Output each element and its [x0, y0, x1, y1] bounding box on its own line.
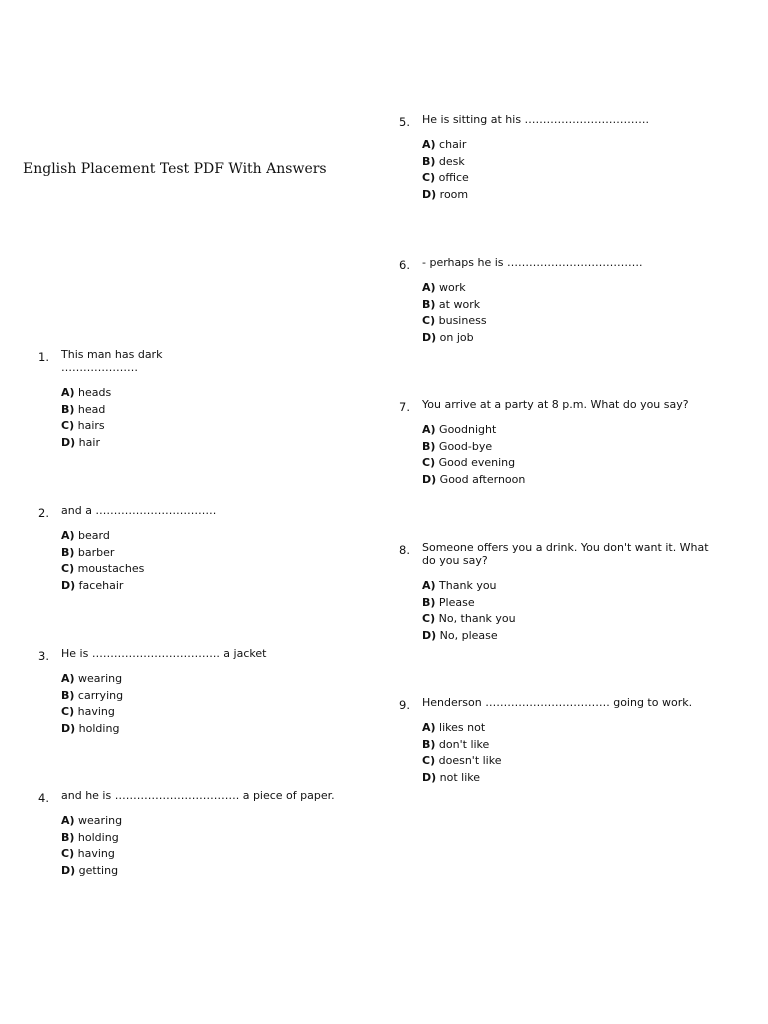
option-text: Good evening — [438, 456, 516, 469]
option-c — [61, 561, 216, 578]
option-letter: D) — [422, 472, 437, 486]
option-text: barber — [77, 545, 115, 559]
question-number: 5. — [399, 115, 410, 129]
option-letter: B) — [422, 439, 436, 453]
option-c — [61, 418, 162, 435]
option-a — [422, 280, 642, 297]
option-b — [422, 297, 642, 314]
option-letter: B) — [61, 402, 75, 416]
option-d — [61, 721, 266, 738]
option-letter: C) — [422, 314, 436, 327]
question-number: 6. — [399, 258, 410, 272]
option-letter: D) — [61, 721, 76, 735]
option-letter: A) — [61, 814, 75, 827]
option-list — [61, 385, 162, 451]
option-c — [61, 704, 266, 721]
option-text: Thank you — [439, 579, 497, 592]
option-a — [422, 422, 689, 439]
option-a — [61, 671, 266, 688]
option-c — [422, 753, 692, 770]
option-b — [422, 595, 709, 612]
option-letter: C) — [422, 754, 436, 767]
option-text: work — [439, 281, 466, 294]
option-text: chair — [439, 138, 467, 151]
option-letter: D) — [422, 187, 437, 201]
option-text: hairs — [77, 419, 105, 432]
question-text: - perhaps he is ………………………………. — [422, 256, 643, 269]
option-list — [422, 280, 642, 346]
question-text: This man has dark ………………… — [61, 348, 163, 374]
option-d — [422, 472, 689, 489]
option-letter: C) — [61, 419, 75, 432]
option-list — [61, 813, 335, 879]
question-number: 1. — [38, 350, 49, 364]
option-text: No, please — [439, 628, 498, 642]
option-text: at work — [438, 297, 481, 311]
option-letter: B) — [422, 154, 436, 168]
option-letter: B) — [422, 737, 436, 751]
option-letter: D) — [422, 628, 437, 642]
option-letter: D) — [61, 578, 76, 592]
option-letter: A) — [422, 281, 436, 294]
option-letter: D) — [422, 330, 437, 344]
option-text: having — [77, 847, 115, 860]
option-text: office — [438, 171, 469, 184]
question-7 — [399, 398, 689, 488]
option-letter: A) — [422, 721, 436, 734]
option-b — [61, 545, 216, 562]
question-number: 2. — [38, 506, 49, 520]
option-d — [422, 330, 642, 347]
option-text: desk — [438, 154, 465, 168]
option-text: Good-bye — [438, 439, 493, 453]
option-text: heads — [78, 386, 112, 399]
option-list — [422, 720, 692, 786]
option-d — [61, 435, 162, 452]
option-text: Please — [438, 595, 475, 609]
option-b — [61, 830, 335, 847]
page-title: English Placement Test PDF With Answers — [23, 161, 327, 177]
option-letter: C) — [422, 171, 436, 184]
option-letter: B) — [61, 688, 75, 702]
option-text: doesn't like — [438, 754, 502, 767]
option-d — [61, 863, 335, 880]
option-text: facehair — [78, 578, 124, 592]
question-8 — [399, 541, 709, 644]
question-number: 3. — [38, 649, 49, 663]
question-2 — [38, 504, 216, 594]
option-letter: A) — [61, 672, 75, 685]
option-c — [422, 611, 709, 628]
question-4 — [38, 789, 335, 879]
option-b — [422, 154, 649, 171]
option-letter: C) — [61, 847, 75, 860]
option-d — [61, 578, 216, 595]
option-c — [422, 170, 649, 187]
question-6 — [399, 256, 642, 346]
option-letter: A) — [422, 423, 436, 436]
option-text: room — [439, 187, 469, 201]
option-list — [61, 671, 266, 737]
option-letter: C) — [422, 612, 436, 625]
option-text: holding — [78, 721, 120, 735]
question-text: Someone offers you a drink. You don't want it. What do you say? — [422, 541, 709, 567]
option-letter: C) — [422, 456, 436, 469]
option-d — [422, 187, 649, 204]
option-c — [61, 846, 335, 863]
option-text: don't like — [438, 737, 490, 751]
option-letter: C) — [61, 562, 75, 575]
option-text: business — [438, 314, 487, 327]
option-text: having — [77, 705, 115, 718]
option-text: moustaches — [77, 562, 145, 575]
question-3 — [38, 647, 266, 737]
option-b — [61, 688, 266, 705]
option-letter: B) — [61, 830, 75, 844]
option-text: holding — [77, 830, 119, 844]
option-letter: B) — [422, 297, 436, 311]
question-text: and he is ……………………………. a piece of paper. — [61, 789, 335, 802]
option-letter: A) — [422, 579, 436, 592]
option-d — [422, 628, 709, 645]
option-b — [61, 402, 162, 419]
option-list — [422, 422, 689, 488]
question-text: He is …………………………….. a jacket — [61, 647, 267, 660]
option-c — [422, 455, 689, 472]
question-text: He is sitting at his ……………………………. — [422, 113, 650, 126]
question-number: 4. — [38, 791, 49, 805]
option-a — [422, 578, 709, 595]
option-a — [61, 528, 216, 545]
option-text: carrying — [77, 688, 124, 702]
option-letter: A) — [61, 529, 75, 542]
question-5 — [399, 113, 649, 203]
question-text: and a …………………………… — [61, 504, 217, 517]
option-b — [422, 439, 689, 456]
option-c — [422, 313, 642, 330]
option-text: Goodnight — [439, 423, 497, 436]
option-d — [422, 770, 692, 787]
option-letter: D) — [61, 863, 76, 877]
option-list — [61, 528, 216, 594]
question-9 — [399, 696, 692, 786]
option-letter: C) — [61, 705, 75, 718]
question-number: 7. — [399, 400, 410, 414]
option-a — [422, 137, 649, 154]
option-text: likes not — [439, 721, 486, 734]
option-letter: B) — [422, 595, 436, 609]
option-text: No, thank you — [438, 612, 516, 625]
option-text: hair — [78, 435, 100, 449]
question-1 — [38, 348, 162, 451]
option-text: wearing — [78, 814, 123, 827]
option-a — [422, 720, 692, 737]
option-text: Good afternoon — [439, 472, 526, 486]
option-letter: D) — [422, 770, 437, 784]
option-text: on job — [439, 330, 474, 344]
option-letter: A) — [61, 386, 75, 399]
option-letter: A) — [422, 138, 436, 151]
option-text: getting — [78, 863, 119, 877]
option-text: beard — [78, 529, 110, 542]
question-number: 8. — [399, 543, 410, 557]
question-text: You arrive at a party at 8 p.m. What do you say? — [422, 398, 689, 411]
option-a — [61, 813, 335, 830]
option-text: not like — [439, 770, 481, 784]
option-a — [61, 385, 162, 402]
option-b — [422, 737, 692, 754]
question-text: Henderson ……………………………. going to work. — [422, 696, 693, 709]
option-list — [422, 578, 709, 644]
option-letter: D) — [61, 435, 76, 449]
option-text: head — [77, 402, 106, 416]
option-text: wearing — [78, 672, 123, 685]
option-list — [422, 137, 649, 203]
question-number: 9. — [399, 698, 410, 712]
option-letter: B) — [61, 545, 75, 559]
